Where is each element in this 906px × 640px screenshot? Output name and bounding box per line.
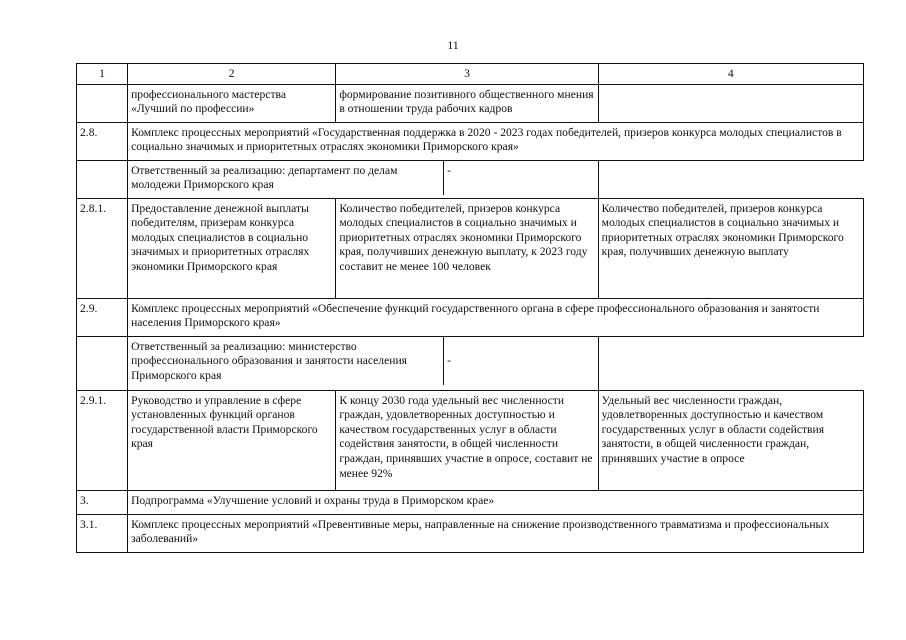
- table-row: [77, 514, 864, 552]
- responsible-text: Ответственный за реализацию: департамент по делам молодежи Приморского края: [131, 161, 444, 195]
- table-row: [77, 390, 864, 490]
- header-cell-3: 3: [336, 64, 598, 85]
- complex-title-cell: Комплекс процессных мероприятий «Государственная поддержка в 2020 - 2023 годах победителей, призеров конкурса молодых специалистов в социально значимых и приоритетных отраслях экономики Приморского края»: [128, 122, 864, 160]
- table-row: [77, 336, 864, 390]
- page-number: 11: [447, 38, 459, 52]
- header-cell-4: 4: [598, 64, 863, 85]
- indicator-cell: Удельный вес численности граждан, удовлетворенных доступностью и качеством государственных услуг в области содействия занятости, в общей численности граждан, принявших участие в опросе: [598, 390, 863, 490]
- responsible-dash: -: [447, 353, 451, 367]
- num-cell: 2.9.1.: [77, 390, 128, 490]
- complex-title-cell: Комплекс процессных мероприятий «Превентивные меры, направленные на снижение производственного травматизма и профессиональных заболеваний»: [128, 514, 864, 552]
- activity-cell: Предоставление денежной выплаты победителям, призерам конкурса молодых специалистов в социально значимых и приоритетных отраслях экономики Приморского края: [128, 198, 336, 298]
- responsible-cell: [128, 160, 599, 198]
- activity-cell: профессионального мастерства «Лучший по профессии»: [128, 84, 336, 122]
- header-cell-1: 1: [77, 64, 128, 85]
- num-cell: 2.9.: [77, 298, 128, 336]
- num-cell: [77, 84, 128, 122]
- table-row: [77, 490, 864, 514]
- complex-title-cell: Комплекс процессных мероприятий «Обеспечение функций государственного органа в сфере профессионального образования и занятости населения Приморского края»: [128, 298, 864, 336]
- empty-cell: [598, 160, 863, 198]
- result-cell: Количество победителей, призеров конкурса молодых специалистов в социально значимых и приоритетных отраслях экономики Приморского края, получивших денежную выплату, к 2023 году составит не менее 100 человек: [336, 198, 598, 298]
- header-cell-2: 2: [128, 64, 336, 85]
- header-row: [77, 64, 864, 85]
- program-table: [76, 63, 864, 553]
- table-row: [77, 122, 864, 160]
- table-row: [77, 160, 864, 198]
- table-row: [77, 84, 864, 122]
- responsible-dash: -: [447, 163, 451, 177]
- num-cell: 2.8.1.: [77, 198, 128, 298]
- empty-cell: [598, 336, 863, 390]
- responsible-cell: [128, 336, 599, 390]
- result-cell: К концу 2030 года удельный вес численности граждан, удовлетворенных доступностью и качеством государственных услуг в области содействия занятости, в общей численности граждан, принявших участие в опросе, составит не менее 92%: [336, 390, 598, 490]
- num-cell: [77, 160, 128, 198]
- result-cell: формирование позитивного общественного мнения в отношении труда рабочих кадров: [336, 84, 598, 122]
- num-cell: 3.1.: [77, 514, 128, 552]
- activity-cell: Руководство и управление в сфере установленных функций органов государственной власти Приморского края: [128, 390, 336, 490]
- indicator-cell: Количество победителей, призеров конкурса молодых специалистов в социально значимых и приоритетных отраслях экономики Приморского края, получивших денежную выплату: [598, 198, 863, 298]
- responsible-text: Ответственный за реализацию: министерство профессионального образования и занятости населения Приморского края: [131, 337, 444, 386]
- indicator-cell: [598, 84, 863, 122]
- table-row: [77, 198, 864, 298]
- num-cell: 2.8.: [77, 122, 128, 160]
- subprogram-title-cell: Подпрограмма «Улучшение условий и охраны труда в Приморском крае»: [128, 490, 864, 514]
- table-row: [77, 298, 864, 336]
- num-cell: 3.: [77, 490, 128, 514]
- num-cell: [77, 336, 128, 390]
